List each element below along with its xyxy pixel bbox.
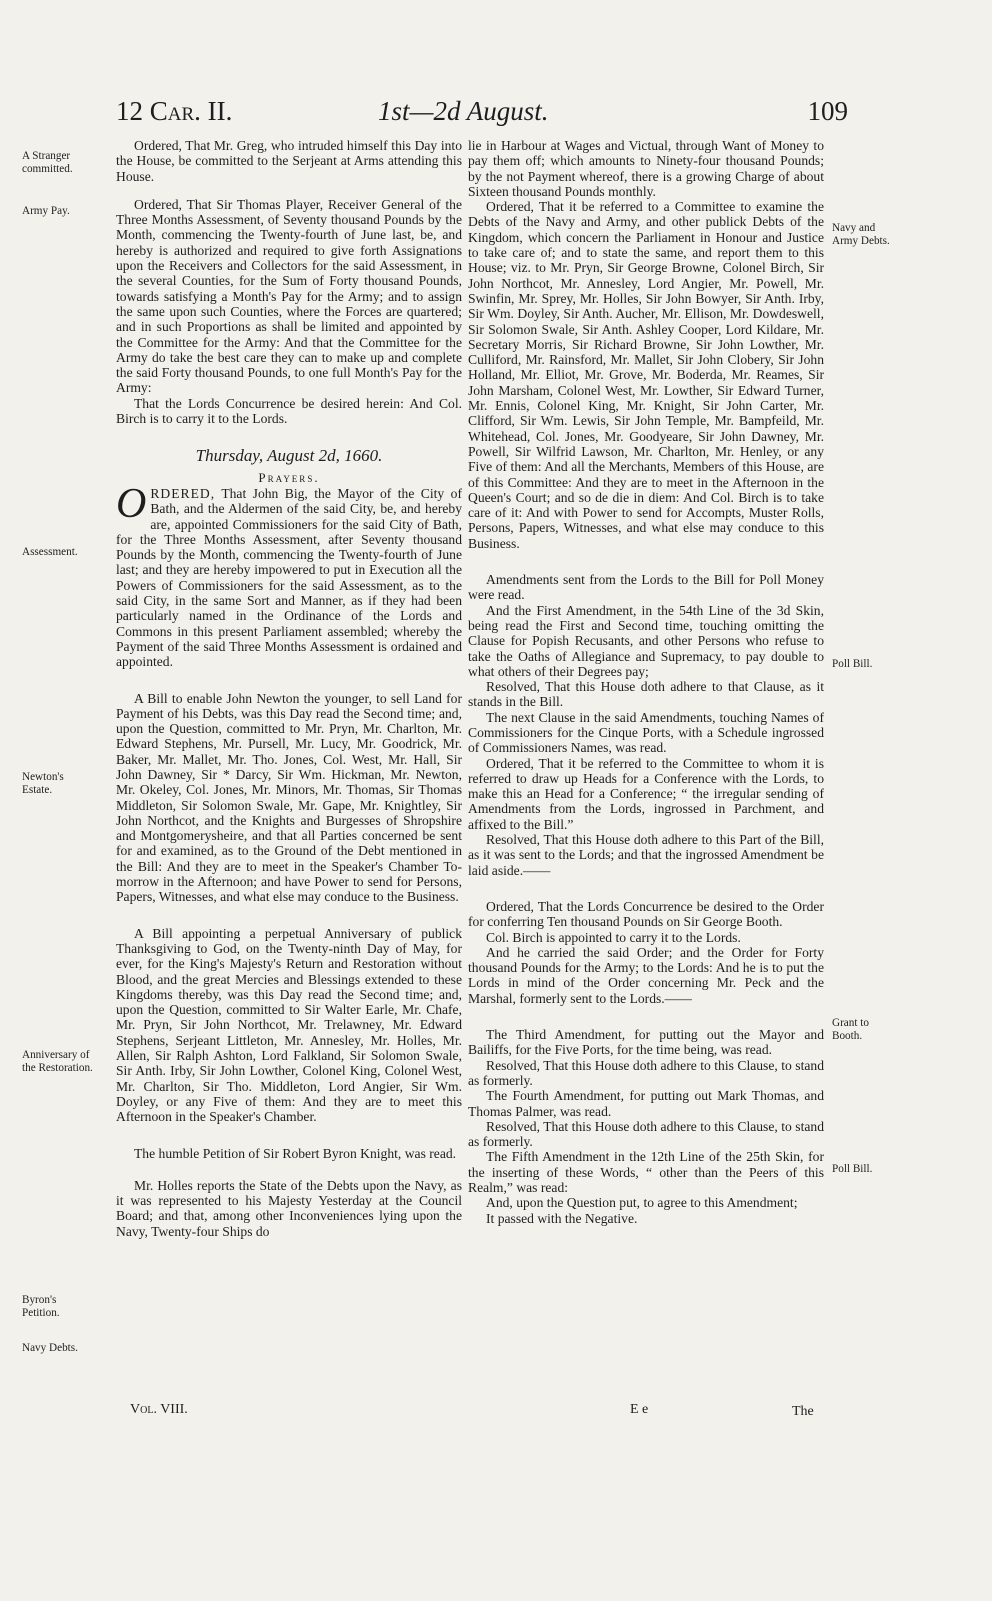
margin-note-grant-booth: Grant to Booth. [832,1017,869,1042]
margin-note-stranger: A Stranger committed. [22,150,73,175]
entry-byron-petition: The humble Petition of Sir Robert Byron Knight, was read. [134,1145,457,1161]
entry-resolved-adhere: Resolved, That this House doth adhere to that Clause, as it stands in the Bill. [468,679,824,710]
entry-debts-committee: Ordered, That it be referred to a Committee to examine the Debts of the Navy and Army, and other publick Debts of the Kingdom, which concern the Parliament in Honour and Justice to take care of; and to state the same, and report them to this House; viz. to Mr. Pryn, Sir George Browne, Colonel Birch, Sir John Northcot, Mr. Annesley, Lord Angier, Mr. Powell, Mr. Swinfin, Mr. Sprey, Mr. Holles, Sir John Bowyer, Sir Anth. Irby, Sir Wm. Doyley, Sir Anth. Aucher, Mr. Ellison, Mr. Dowdeswell, Sir Solomon Swale, Sir Anth. Ashley Cooper, Lord Kildare, Mr. Secretary Morris, Sir Richard Browne, Sir John Lowther, Mr. Culliford, Mr. Rainsford, Mr. Mallet, Sir John Clobery, Sir John Holland, Mr. Elliot, Mr. Grove, Mr. Boderda, Mr. Reames, Sir John Marsham, Colonel West, Mr. Lowther, Sir Edward Turner, Mr. Ennis, Colonel King, Mr. Knight, Sir John Carter, Mr. Clifford, Sir Wm. Lewis, Sir John Temple, Mr. Bampfeild, Mr. Whitehead, Col. Jones, Mr. Goodyeare, Sir John Dawney, Mr. Powell, Sir Wilfrid Lawson, Mr. Charlton, Mr. Henley, or any Five of them: And all the Merchants, Members of this House, are of this Committee: And they are to meet in the Afternoon in the Queen's Court; and so de die in diem: And Col. Birch is to take care of it: And with Power to send for Accompts, Muster Rolls, Persons, Papers, Witnesses, and what else may conduce to this Business. [468,199,824,551]
entry-third-amendment: The Third Amendment, for putting out the Mayor and Bailiffs, for the Five Ports, for the time being, was read. [468,1027,824,1058]
entry-lords-concurrence: That the Lords Concurrence be desired herein: And Col. Birch is to carry it to the Lords. [116,395,462,427]
volume-number: Vol. VIII. [130,1402,188,1417]
page-header [116,96,852,136]
entry-birch-carry: Col. Birch is appointed to carry it to the Lords. [486,929,741,945]
entry-navy-ships: lie in Harbour at Wages and Victual, through Want of Money to pay them off; which amounts to Ninety-four thousand Pounds; by the not Payment whereof, there is a growing Charge of about Sixteen thousand Pounds monthly. [468,138,824,199]
entry-poll-amendments: Amendments sent from the Lords to the Bill for Poll Money were read. [468,572,824,603]
entry-anniversary-bill: A Bill appointing a perpetual Anniversary of publick Thanksgiving to God, on the Twenty-ninth Day of May, for ever, for the King's Majesty's Return and Restoration without Blood, and the great Mercies and Blessings extended to these Kingdoms thereby, was this Day read the Second time; and, upon the Question, committed to Sir Walter Earle, Mr. Chafe, Mr. Pryn, Sir John Northcot, Mr. Trelawney, Mr. Edward Stephens, Serjeant Littleton, Mr. Annesley, Mr. Holles, Mr. Allen, Sir Ralph Ashton, Lord Falkland, Sir Solomon Swale, Sir Anth. Irby, Sir John Lowther, Colonel King, Colonel West, Mr. Charlton, Sir Tho. Middleton, Lord Angier, Sir Wm. Doyley, or any Five of them: And they are to meet this Afternoon in the Speaker's Chamber. [116,925,462,1125]
regnal-year: 12 Car. II. [116,96,233,126]
catchword: The [792,1404,814,1419]
date-heading: Thursday, August 2d, 1660. [195,446,383,466]
entry-resolved-third: Resolved, That this House doth adhere to this Clause, to stand as formerly. [468,1057,824,1088]
margin-note-newton: Newton's Estate. [22,771,64,796]
entry-navy-debts-report: Mr. Holles reports the State of the Debts upon the Navy, as it was represented to his Majesty Yesterday at the Council Board; and that, among other Inconveniences lying upon the Navy, Twenty-four Ships do [116,1177,462,1239]
entry-booth-grant: Ordered, That the Lords Concurrence be desired to the Order for conferring Ten thousand Pounds on Sir George Booth. [468,898,824,930]
margin-note-navy-debts: Navy Debts. [22,1342,78,1354]
entry-negative: It passed with the Negative. [486,1210,638,1226]
drop-cap: O [116,480,147,527]
entry-cinque-ports: The next Clause in the said Amendments, touching Names of Commissioners for the Cinque Ports, with a Schedule ingrossed of Commissioners Names, was read. [468,709,824,756]
entry-conference-head: Ordered, That it be referred to the Committee to whom it is referred to draw up Heads for a Conference with the Lords, to make this an Head for a Conference; “ the irregular sending of Amendments from the Lords, ingrossed in Parchment, and affixed to the Bill.” [468,755,824,832]
entry-fourth-amendment: The Fourth Amendment, for putting out Mark Thomas, and Thomas Palmer, was read. [468,1088,824,1119]
margin-note-anniversary: Anniversary of the Restoration. [22,1049,93,1074]
entry-bath-assessment [116,480,462,670]
bath-assessment-text: That John Big, the Mayor of the City of Bath, and the Aldermen of the said City, be, and hereby are, appointed Commissioners for the said City of Bath, for the Three Months Assessment, after Seventy thousand Pounds by the Month, commencing the Twenty-fourth of June last; and they are hereby impowered to put in Execution all the Powers of Commissioners for the said Assessment, as to the said City, in the same Sort and Manner, as if they had been particularly named in the Ordinance of the Lords and Commons in this present Parliament assembled; whereby the Payment of the said Three Months Assessment is ordained and appointed. [116,485,462,670]
entry-greg-committed: Ordered, That Mr. Greg, who intruded himself this Day into the House, be committed to the Serjeant at Arms attending this House. [116,138,462,184]
margin-note-assessment: Assessment. [22,546,78,558]
entry-resolved-laid-aside: Resolved, That this House doth adhere to this Part of the Bill, as it was sent to the Lords; and that the ingrossed Amendment be laid aside.—— [468,832,824,878]
entry-newton-bill: A Bill to enable John Newton the younger, to sell Land for Payment of his Debts, was this Day read the Second time; and, upon the Question, committed to Mr. Pryn, Mr. Charlton, Mr. Edward Stephens, Mr. Pursell, Mr. Lucy, Mr. Goodrick, Mr. Baker, Mr. Mallet, Mr. Tho. Jones, Col. West, Mr. Hall, Sir John Dawney, Sir * Darcy, Sir Wm. Hickman, Mr. Newton, Mr. Okeley, Col. Jones, Mr. Minors, Mr. Thomas, Sir Thomas Middleton, Sir Solomon Swale, Mr. Gape, Mr. Knightley, Sir John Northcot, and the Knights and Burgesses of Shropshire and Montgomerysheire, and that all Parties concerned be sent for and examined, as to the Ground of the Debt mentioned in the Bill: And they are to meet in the Speaker's Chamber To-morrow in the Afternoon; and have Power to send for Persons, Papers, Witnesses, and what else may conduce to the Business. [116,690,462,905]
margin-note-poll-bill-2: Poll Bill. [832,1163,873,1175]
prayers-heading: Prayers. [258,469,320,485]
page-number: 109 [807,96,848,126]
entry-carried-order: And he carried the said Order; and the Order for Forty thousand Pounds for the Army; to the Lords: And he is to put the Lords in mind of the Order concerning Mr. Peck and the Marshal, formerly sent to the Lords.—— [468,944,824,1006]
entry-army-pay: Ordered, That Sir Thomas Player, Receiver General of the Three Months Assessment, of Seventy thousand Pounds by the Month, commencing the Twenty-fourth of June last, be, and hereby is authorized and required to give forth Assignations upon the Receivers and Collectors for the said Assessment, in the several Counties, for the Sum of Forty thousand Pounds, towards satisfying a Month's Pay for the Army; and to assign the same upon such Counties, where the Forces are quartered; and in such Proportions as shall be limited and appointed by the Committee for the Army: And that the Committee for the Army do take the best care they can to make up and complete the said Forty thousand Pounds, to one full Month's Pay for the Army: [116,196,462,396]
left-column [116,138,462,1239]
margin-note-poll-bill-1: Poll Bill. [832,658,873,670]
margin-note-navy-army-debts: Navy and Army Debts. [832,222,890,247]
entry-question-put: And, upon the Question put, to agree to this Amendment; [486,1195,798,1211]
entry-first-amendment: And the First Amendment, in the 54th Line of the 3d Skin, being read the First and Second time, touching omitting the Clause for Popish Recusants, and other Persons who refuse to take the Oaths of Allegiance and Supremacy, to pay double to what others of their Degrees pay; [468,602,824,679]
signature-mark: E e [630,1402,649,1417]
margin-note-army-pay: Army Pay. [22,205,70,217]
entry-resolved-fourth: Resolved, That this House doth adhere to this Clause, to stand as formerly. [468,1118,824,1150]
right-column [468,138,824,1226]
ordered-caps: RDERED, [150,485,216,501]
entry-fifth-amendment: The Fifth Amendment in the 12th Line of the 25th Skin, for the inserting of these Words, “ other than the Peers of this Realm,” was read: [468,1149,824,1195]
margin-note-byron: Byron's Petition. [22,1294,60,1319]
header-dates: 1st—2d August. [378,96,549,126]
